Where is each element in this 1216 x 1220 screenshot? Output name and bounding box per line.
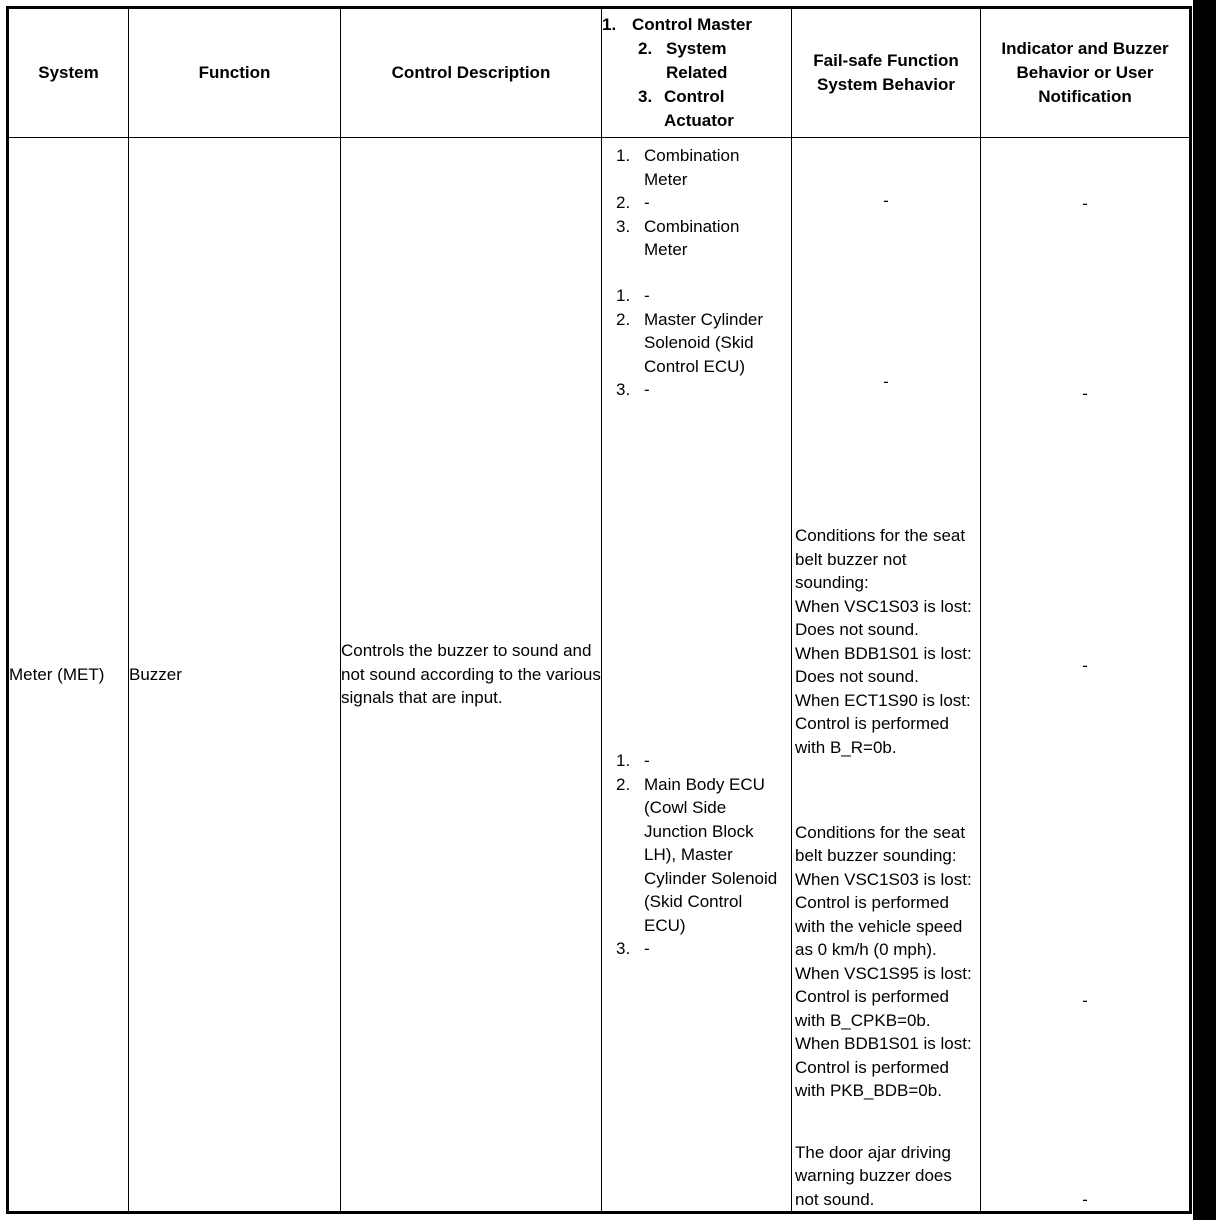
system-related-item: 2. System Related: [638, 39, 728, 82]
indicator-cell: -: [1082, 193, 1088, 213]
control-master-label: Control Master: [632, 15, 752, 34]
control-master-group-1: [602, 138, 791, 276]
cell-failsafe: [792, 138, 981, 1213]
control-master-group-2: [602, 276, 791, 539]
cell-function: Buzzer: [129, 138, 341, 1213]
control-master-group-3: [602, 539, 791, 1211]
cell-indicator: [981, 138, 1191, 1213]
failsafe-cell: The door ajar driving warning buzzer does not sound.: [795, 1142, 952, 1209]
header-function: Function: [129, 8, 341, 138]
indicator-cell: -: [1082, 990, 1088, 1010]
header-control-master: [602, 8, 792, 138]
header-row: [8, 8, 1191, 138]
cell-control-description: Controls the buzzer to sound and not sound according to the various signals that are input.: [341, 138, 602, 1213]
cell-control-master: [602, 138, 792, 1213]
header-failsafe: Fail-safe Function System Behavior: [792, 8, 981, 138]
header-control-description: Control Description: [341, 8, 602, 138]
header-indicator: Indicator and Buzzer Behavior or User Notification: [981, 8, 1191, 138]
page-edge-bar: [1193, 0, 1216, 1220]
header-system: System: [8, 8, 129, 138]
control-master-list: [602, 13, 791, 133]
failsafe-cell: -: [883, 372, 889, 392]
control-actuator-item: 3. Control Actuator: [638, 87, 734, 130]
list-item: 3. -: [616, 380, 650, 399]
list-item: 2. Main Body ECU (Cowl Side Junction Block LH), Master Cylinder Solenoid (Skid Control ECU): [616, 774, 778, 935]
list-item: 1. -: [616, 751, 650, 771]
indicator-cell: -: [1082, 655, 1088, 675]
failsafe-cell: -: [883, 190, 889, 210]
control-actuator-label: Control Actuator: [664, 87, 734, 130]
list-item: 2. Master Cylinder Solenoid (Skid Control ECU): [616, 309, 764, 376]
cell-system: Meter (MET): [8, 138, 129, 1213]
list-item: 1. -: [616, 286, 650, 305]
list-item: 3. -: [616, 939, 650, 959]
indicator-cell: -: [1082, 383, 1088, 403]
failsafe-cell: Conditions for the seat belt buzzer sounding: When VSC1S03 is lost: Control is performed with the vehicle speed as 0 km/h (0 mph). When VSC1S95 is lost: Control is performed with B_CPKB=0b. When BDB1S01 is lost: Control is performed with PKB_BDB=0b.: [795, 822, 972, 1101]
list-item: 3. Combination Meter: [616, 216, 740, 259]
indicator-cell: -: [1082, 1189, 1088, 1209]
list-item: 2. -: [616, 193, 650, 212]
list-item: 1. Combination Meter: [616, 146, 740, 189]
spec-table: [6, 6, 1192, 1214]
control-master-item: 1. Control Master: [602, 15, 752, 34]
failsafe-cell: Conditions for the seat belt buzzer not sounding: When VSC1S03 is lost: Does not sound. When BDB1S01 is lost: Does not sound. When ECT1S90 is lost: Control is performed with B_R=0b.: [795, 526, 972, 757]
table-row: [8, 138, 1191, 1213]
system-related-label: System Related: [666, 39, 728, 82]
